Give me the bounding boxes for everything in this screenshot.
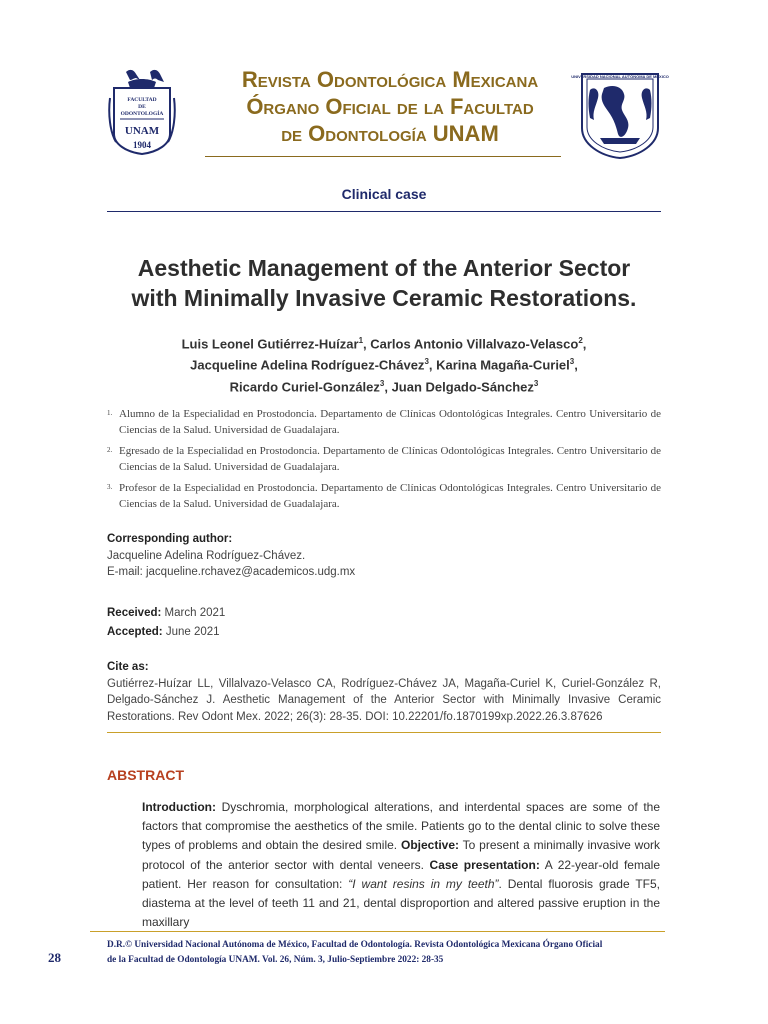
received-date: March 2021 bbox=[164, 607, 226, 619]
seal-text: UNIVERSIDAD NACIONAL AUTÓNOMA DE MÉXICO bbox=[571, 74, 669, 79]
author-list bbox=[100, 332, 668, 396]
objective-text: To present a minimally invasive work protocol of the anterior sector with dental veneers. bbox=[142, 838, 660, 872]
author-separator: , bbox=[582, 336, 587, 352]
logo-text-4: UNAM bbox=[124, 125, 160, 137]
author-name: Karina Magaña-Curiel bbox=[436, 357, 570, 373]
case-text: A 22-year-old female patient. Her reason for consultation: bbox=[142, 857, 660, 891]
accepted-label: Accepted: bbox=[107, 625, 163, 638]
author-name: Ricardo Curiel-González bbox=[229, 378, 380, 394]
affiliation-number: 3. bbox=[107, 483, 113, 491]
author-affiliation-mark: 1 bbox=[358, 336, 364, 345]
objective-label: Objective: bbox=[400, 838, 460, 853]
author-separator: , bbox=[428, 357, 437, 373]
journal-title-line1: Revista Odontológica Mexicana bbox=[241, 67, 539, 92]
author-separator: , bbox=[574, 357, 578, 373]
author-affiliation-mark: 3 bbox=[569, 357, 575, 367]
author-affiliation-mark: 3 bbox=[533, 378, 539, 388]
page-number: 28 bbox=[48, 950, 61, 965]
affiliation-text: Profesor de la Especialidad en Prostodoncia. Departamento de Clínicas Odontológicas Integrales. Centro Universitario de Ciencias de la Salud. Universidad de Guadalajara. bbox=[119, 482, 661, 510]
logo-text-5: 1904 bbox=[133, 140, 151, 150]
corresponding-email[interactable]: E-mail: jacqueline.rchavez@academicos.udg.mx bbox=[107, 566, 356, 578]
article-title bbox=[100, 253, 668, 313]
cite-label: Cite as: bbox=[107, 661, 149, 673]
university-seal bbox=[571, 68, 669, 160]
footer-line-1: D.R.© Universidad Nacional Autónoma de México, Facultad de Odontología. Revista Odontológica Mexicana Órgano Oficial bbox=[107, 940, 603, 950]
affiliation-2 bbox=[107, 443, 661, 475]
author-affiliation-mark: 2 bbox=[578, 336, 583, 345]
unam-seal-icon bbox=[571, 68, 669, 160]
citation-divider bbox=[107, 732, 661, 733]
intro-text: Dyschromia, morphological alterations, and interdental spaces are some of the factors that compromise the aesthetics of the smile. Patients go to the dental clinic to solve these types of problems and obtain the desired smile. bbox=[142, 800, 660, 853]
header-divider bbox=[205, 156, 561, 157]
author-name: Juan Delgado-Sánchez bbox=[391, 378, 534, 394]
article-dates bbox=[107, 605, 667, 640]
article-title-line1: Aesthetic Management of the Anterior Sector bbox=[137, 255, 631, 281]
author-name: Luis Leonel Gutiérrez-Huízar bbox=[181, 336, 359, 352]
affiliation-3 bbox=[107, 480, 661, 512]
author-separator: , bbox=[363, 336, 371, 352]
journal-title-line3: de Odontología UNAM bbox=[281, 121, 499, 146]
intro-label: Introduction: bbox=[142, 800, 216, 814]
article-title-line2: with Minimally Invasive Ceramic Restorations. bbox=[131, 285, 637, 311]
journal-title bbox=[205, 66, 575, 147]
author-line-1 bbox=[100, 332, 668, 353]
footer-copyright bbox=[107, 938, 667, 968]
abstract-heading: ABSTRACT bbox=[107, 767, 184, 783]
footer-divider bbox=[90, 931, 665, 932]
corresponding-label: Corresponding author: bbox=[107, 533, 233, 545]
logo-text-2: DE bbox=[138, 104, 146, 110]
case-label: Case presentation: bbox=[429, 857, 540, 872]
faculty-logo bbox=[106, 68, 178, 158]
affiliation-text: Egresado de la Especialidad en Prostodoncia. Departamento de Clínicas Odontológicas Integrales. Centro Universitario de Ciencias de la Salud. Universidad de Guadalajara. bbox=[119, 445, 661, 473]
author-name: Carlos Antonio Villalvazo-Velasco bbox=[370, 336, 579, 352]
case-quote: “I want resins in my teeth” bbox=[348, 876, 499, 891]
affiliation-number: 1. bbox=[107, 409, 113, 417]
author-separator: , bbox=[384, 378, 392, 394]
cite-text: Gutiérrez-Huízar LL, Villalvazo-Velasco CA, Rodríguez-Chávez JA, Magaña-Curiel K, Curiel-González R, Delgado-Sánchez J. Aesthetic Management of the Anterior Sector with Minimally Invasive Ceramic Restorations. Rev Odont Mex. 2022; 26(3): 28-35. DOI: 10.22201/fo.1870199xp.2022.26.3.87626 bbox=[107, 677, 661, 723]
affiliation-text: Alumno de la Especialidad en Prostodoncia. Departamento de Clínicas Odontológicas Integrales. Centro Universitario de Ciencias de la Salud. Universidad de Guadalajara. bbox=[119, 408, 661, 436]
abstract-body bbox=[142, 798, 660, 932]
section-label: Clinical case bbox=[341, 186, 427, 202]
eagle-emblem-icon bbox=[106, 68, 178, 158]
author-affiliation-mark: 3 bbox=[379, 378, 385, 388]
corresponding-author bbox=[107, 531, 667, 581]
footer-line-2: de la Facultad de Odontología UNAM. Vol. 26, Núm. 3, Julio-Septiembre 2022: 28-35 bbox=[107, 955, 444, 965]
case-text-cont: . Dental fluorosis grade TF5, diastema at the level of teeth 11 and 21, dental disproportion and altered passive eruption in the maxillary bbox=[142, 876, 660, 930]
author-line-3 bbox=[100, 375, 668, 396]
affiliation-number: 2. bbox=[107, 446, 113, 454]
author-line-2 bbox=[100, 353, 668, 374]
logo-text-1: FACULTAD bbox=[127, 97, 157, 103]
logo-text-3: ODONTOLOGÍA bbox=[120, 111, 164, 117]
accepted-date: June 2021 bbox=[165, 625, 220, 638]
citation-block bbox=[107, 659, 661, 725]
section-divider bbox=[107, 211, 661, 212]
journal-title-line2: Órgano Oficial de la Facultad bbox=[246, 94, 534, 119]
author-affiliation-mark: 3 bbox=[424, 357, 429, 367]
corresponding-name: Jacqueline Adelina Rodríguez-Chávez. bbox=[107, 549, 306, 562]
author-name: Jacqueline Adelina Rodríguez-Chávez bbox=[190, 357, 425, 373]
received-label: Received: bbox=[107, 607, 162, 619]
affiliation-1 bbox=[107, 406, 661, 438]
